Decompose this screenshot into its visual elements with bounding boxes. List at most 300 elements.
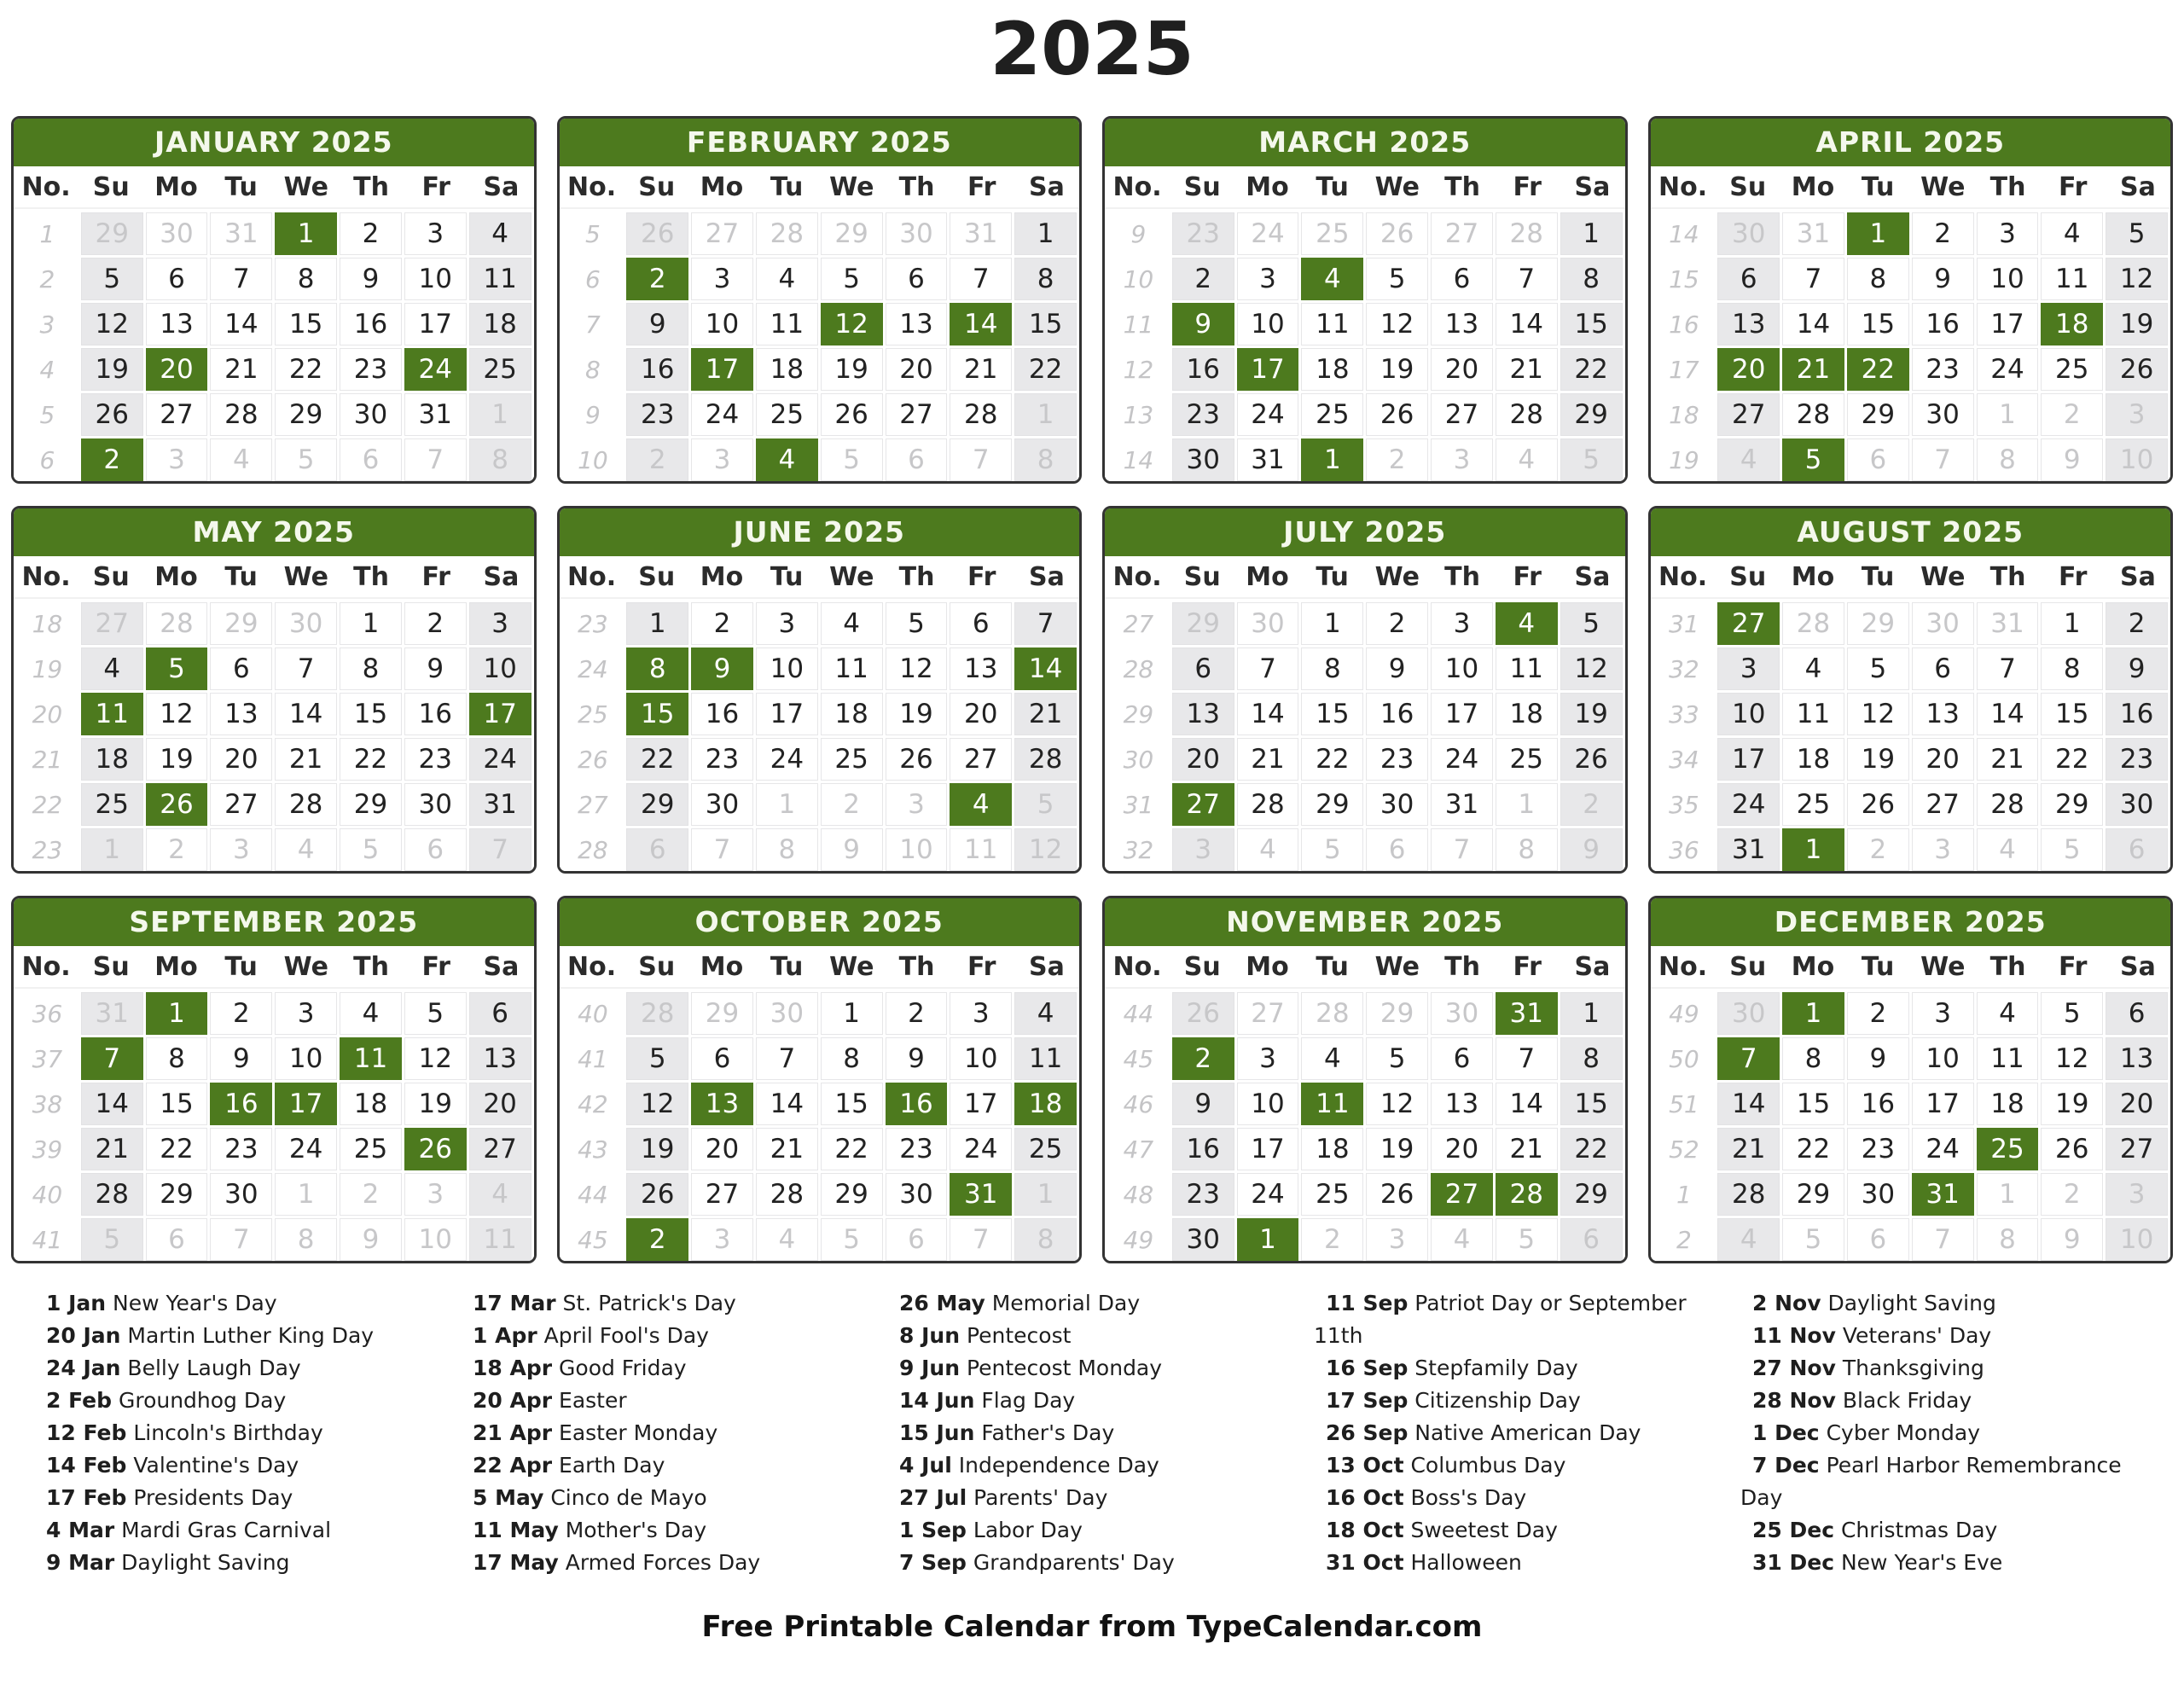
week-number-cell: 20: [16, 693, 78, 735]
day-cell: 9: [2106, 647, 2168, 690]
holiday-item: 27 Nov Thanksgiving: [1752, 1356, 1984, 1380]
day-cell: 3: [275, 992, 337, 1035]
weekday-header-cell: We: [283, 561, 329, 592]
weekday-header-cell: Tu: [1861, 561, 1895, 592]
day-cell: 30: [1366, 783, 1428, 826]
holiday-column: [1314, 1287, 1723, 1579]
day-cell: 5: [1014, 783, 1077, 826]
day-cell: 16: [1912, 303, 1974, 346]
month-card: [557, 116, 1083, 484]
holiday-day-cell: 20: [146, 348, 208, 391]
day-cell: 13: [1172, 693, 1234, 735]
day-cell: 9: [340, 258, 402, 300]
week-number-cell: 52: [1653, 1128, 1716, 1170]
holiday-day-cell: 4: [756, 438, 818, 481]
holiday-item: 2 Nov Daylight Saving: [1752, 1291, 1996, 1315]
holiday-day-cell: 1: [1301, 438, 1363, 481]
day-cell: 10: [886, 828, 948, 871]
holiday-day-cell: 26: [146, 783, 208, 826]
day-cell: 3: [404, 1173, 467, 1216]
day-cell: 2: [1366, 602, 1428, 645]
day-cell: 15: [2041, 693, 2103, 735]
week-number-cell: 6: [16, 438, 78, 481]
week-number-cell: 3: [16, 303, 78, 346]
day-cell: 3: [1431, 438, 1493, 481]
day-cell: 21: [1717, 1128, 1780, 1170]
holiday-day-cell: 17: [275, 1083, 337, 1125]
month-title: JULY 2025: [1105, 508, 1625, 556]
holiday-date: 17 Sep: [1326, 1388, 1409, 1413]
month-days-grid: [14, 597, 534, 874]
day-cell: 12: [886, 647, 948, 690]
holiday-day-cell: 16: [210, 1083, 272, 1125]
weekday-header-row: [1651, 556, 2171, 597]
day-cell: 25: [340, 1128, 402, 1170]
day-cell: 7: [950, 438, 1012, 481]
day-cell: 27: [1237, 992, 1299, 1035]
holiday-date: 1 Sep: [899, 1518, 967, 1542]
holiday-item: 4 Mar Mardi Gras Carnival: [46, 1518, 332, 1542]
weekday-header-cell: Th: [1444, 561, 1480, 592]
day-cell: 8: [756, 828, 818, 871]
day-cell: 20: [1431, 348, 1493, 391]
day-cell: 23: [2106, 738, 2168, 781]
holiday-date: 22 Apr: [473, 1453, 553, 1478]
holiday-item: 17 May Armed Forces Day: [473, 1550, 761, 1575]
weekday-header-row: [560, 166, 1080, 207]
holiday-date: 15 Jun: [899, 1420, 975, 1445]
day-cell: 23: [886, 1128, 948, 1170]
day-cell: 27: [691, 1173, 753, 1216]
day-cell: 20: [2106, 1083, 2168, 1125]
day-cell: 30: [1717, 212, 1780, 255]
day-cell: 27: [146, 393, 208, 436]
week-number-cell: 17: [1653, 348, 1716, 391]
holiday-item: 8 Jun Pentecost: [899, 1323, 1072, 1348]
week-number-cell: 4: [16, 348, 78, 391]
day-cell: 26: [821, 393, 883, 436]
holiday-date: 18 Apr: [473, 1356, 553, 1380]
day-cell: 5: [1782, 1218, 1844, 1261]
day-cell: 25: [1301, 1173, 1363, 1216]
weekday-header-cell: Sa: [1028, 171, 1065, 202]
weekday-header-cell: Th: [353, 951, 389, 982]
day-cell: 4: [1014, 992, 1077, 1035]
weekday-header-cell: Sa: [2119, 951, 2156, 982]
holiday-item: 11 Nov Veterans' Day: [1752, 1323, 1992, 1348]
day-cell: 6: [2106, 992, 2168, 1035]
day-cell: 29: [275, 393, 337, 436]
day-cell: 5: [1847, 647, 1909, 690]
weekday-header-cell: Th: [353, 171, 389, 202]
day-cell: 29: [146, 1173, 208, 1216]
day-cell: 24: [1717, 783, 1780, 826]
day-cell: 24: [691, 393, 753, 436]
month-card: [11, 506, 537, 874]
weekday-header-cell: Sa: [1574, 171, 1611, 202]
day-cell: 30: [1431, 992, 1493, 1035]
holiday-day-cell: 20: [1717, 348, 1780, 391]
day-cell: 8: [1847, 258, 1909, 300]
weekday-header-cell: Fr: [421, 171, 450, 202]
week-number-cell: 18: [16, 602, 78, 645]
day-cell: 3: [210, 828, 272, 871]
week-number-cell: 49: [1107, 1218, 1170, 1261]
day-cell: 3: [2106, 393, 2168, 436]
weekday-header-cell: No.: [21, 951, 71, 982]
day-cell: 23: [1847, 1128, 1909, 1170]
holiday-day-cell: 5: [1782, 438, 1844, 481]
day-cell: 13: [1717, 303, 1780, 346]
day-cell: 27: [1431, 393, 1493, 436]
weekday-header-cell: No.: [567, 951, 617, 982]
day-cell: 1: [1977, 393, 2039, 436]
holiday-day-cell: 27: [1172, 783, 1234, 826]
day-cell: 31: [1977, 602, 2039, 645]
holiday-item: 20 Jan Martin Luther King Day: [46, 1323, 375, 1348]
day-cell: 5: [821, 258, 883, 300]
day-cell: 19: [886, 693, 948, 735]
weekday-header-cell: Fr: [421, 951, 450, 982]
day-cell: 1: [1496, 783, 1558, 826]
day-cell: 31: [1237, 438, 1299, 481]
week-number-cell: 36: [1653, 828, 1716, 871]
day-cell: 29: [1782, 1173, 1844, 1216]
day-cell: 11: [821, 647, 883, 690]
month-title: DECEMBER 2025: [1651, 898, 2171, 946]
week-number-cell: 14: [1653, 212, 1716, 255]
day-cell: 27: [81, 602, 143, 645]
day-cell: 13: [146, 303, 208, 346]
holiday-day-cell: 17: [1237, 348, 1299, 391]
holiday-item: 14 Feb Valentine's Day: [46, 1453, 299, 1478]
day-cell: 30: [404, 783, 467, 826]
month-card: [1102, 896, 1628, 1263]
week-number-cell: 48: [1107, 1173, 1170, 1216]
week-number-cell: 2: [16, 258, 78, 300]
day-cell: 9: [404, 647, 467, 690]
weekday-header-cell: Sa: [1574, 561, 1611, 592]
week-number-cell: 33: [1653, 693, 1716, 735]
holiday-date: 20 Jan: [46, 1323, 121, 1348]
day-cell: 7: [1912, 438, 1974, 481]
day-cell: 4: [81, 647, 143, 690]
day-cell: 10: [2106, 1218, 2168, 1261]
day-cell: 28: [626, 992, 688, 1035]
holiday-day-cell: 4: [950, 783, 1012, 826]
weekday-header-cell: Mo: [700, 951, 744, 982]
day-cell: 10: [1237, 303, 1299, 346]
day-cell: 3: [691, 1218, 753, 1261]
day-cell: 2: [146, 828, 208, 871]
day-cell: 8: [821, 1037, 883, 1080]
holiday-day-cell: 18: [2041, 303, 2103, 346]
day-cell: 28: [275, 783, 337, 826]
day-cell: 8: [1014, 1218, 1077, 1261]
holiday-day-cell: 26: [404, 1128, 467, 1170]
holiday-date: 11 May: [473, 1518, 559, 1542]
weekday-header-cell: Fr: [2059, 951, 2088, 982]
holiday-item: 18 Apr Good Friday: [473, 1356, 687, 1380]
weekday-header-cell: Su: [1729, 951, 1767, 982]
week-number-cell: 37: [16, 1037, 78, 1080]
week-number-cell: 10: [1107, 258, 1170, 300]
day-cell: 6: [886, 438, 948, 481]
day-cell: 26: [1847, 783, 1909, 826]
weekday-header-cell: Tu: [1861, 951, 1895, 982]
month-card: [1648, 896, 2174, 1263]
day-cell: 2: [1847, 992, 1909, 1035]
day-cell: 28: [146, 602, 208, 645]
week-number-cell: 23: [16, 828, 78, 871]
day-cell: 28: [1301, 992, 1363, 1035]
day-cell: 8: [1014, 438, 1077, 481]
day-cell: 11: [469, 258, 531, 300]
day-cell: 5: [2041, 828, 2103, 871]
month-days-grid: [1105, 207, 1625, 484]
month-card: [1102, 116, 1628, 484]
day-cell: 13: [2106, 1037, 2168, 1080]
weekday-header-cell: Mo: [700, 171, 744, 202]
holiday-day-cell: 2: [626, 258, 688, 300]
weekday-header-cell: Tu: [770, 171, 804, 202]
day-cell: 30: [146, 212, 208, 255]
day-cell: 5: [821, 438, 883, 481]
day-cell: 11: [756, 303, 818, 346]
week-number-cell: 25: [562, 693, 624, 735]
day-cell: 27: [950, 738, 1012, 781]
day-cell: 8: [340, 647, 402, 690]
day-cell: 25: [1014, 1128, 1077, 1170]
month-days-grid: [1651, 207, 2171, 484]
week-number-cell: 35: [1653, 783, 1716, 826]
day-cell: 29: [1560, 1173, 1623, 1216]
holiday-date: 27 Jul: [899, 1485, 967, 1510]
weekday-header-cell: Th: [898, 561, 935, 592]
day-cell: 5: [340, 828, 402, 871]
day-cell: 14: [275, 693, 337, 735]
day-cell: 19: [146, 738, 208, 781]
holiday-day-cell: 9: [691, 647, 753, 690]
day-cell: 5: [2041, 992, 2103, 1035]
day-cell: 1: [1301, 602, 1363, 645]
day-cell: 5: [1560, 438, 1623, 481]
weekday-header-cell: We: [1374, 561, 1420, 592]
holiday-date: 17 Feb: [46, 1485, 127, 1510]
weekday-header-cell: Su: [1183, 171, 1221, 202]
holiday-item: 16 Oct Boss's Day: [1326, 1485, 1527, 1510]
day-cell: 2: [404, 602, 467, 645]
day-cell: 11: [1977, 1037, 2039, 1080]
day-cell: 30: [275, 602, 337, 645]
holiday-date: 1 Apr: [473, 1323, 537, 1348]
weekday-header-row: [1105, 946, 1625, 987]
weekday-header-cell: Mo: [154, 171, 198, 202]
day-cell: 16: [626, 348, 688, 391]
holiday-item: 1 Dec Cyber Monday: [1752, 1420, 1981, 1445]
holiday-item: 11 May Mother's Day: [473, 1518, 707, 1542]
holiday-day-cell: 7: [81, 1037, 143, 1080]
month-title: MAY 2025: [14, 508, 534, 556]
day-cell: 31: [81, 992, 143, 1035]
day-cell: 24: [756, 738, 818, 781]
day-cell: 9: [886, 1037, 948, 1080]
day-cell: 3: [950, 992, 1012, 1035]
day-cell: 25: [1301, 393, 1363, 436]
day-cell: 10: [691, 303, 753, 346]
weekday-header-cell: Tu: [224, 561, 258, 592]
month-card: [11, 116, 537, 484]
weekday-header-cell: We: [829, 171, 874, 202]
day-cell: 28: [81, 1173, 143, 1216]
day-cell: 6: [146, 1218, 208, 1261]
day-cell: 14: [1496, 303, 1558, 346]
weekday-header-cell: No.: [21, 561, 71, 592]
day-cell: 29: [1301, 783, 1363, 826]
day-cell: 14: [210, 303, 272, 346]
page-title: 2025: [990, 7, 1194, 92]
holiday-item: 20 Apr Easter: [473, 1388, 627, 1413]
day-cell: 14: [1237, 693, 1299, 735]
weekday-header-cell: Th: [353, 561, 389, 592]
day-cell: 15: [1560, 1083, 1623, 1125]
day-cell: 8: [1560, 1037, 1623, 1080]
day-cell: 8: [1301, 647, 1363, 690]
day-cell: 30: [756, 992, 818, 1035]
weekday-header-cell: No.: [567, 171, 617, 202]
month-card: [557, 896, 1083, 1263]
day-cell: 6: [950, 602, 1012, 645]
day-cell: 7: [210, 1218, 272, 1261]
day-cell: 9: [821, 828, 883, 871]
day-cell: 5: [1496, 1218, 1558, 1261]
weekday-header-cell: Mo: [1791, 951, 1835, 982]
day-cell: 9: [626, 303, 688, 346]
holiday-column: [461, 1287, 870, 1579]
holiday-day-cell: 9: [1172, 303, 1234, 346]
holiday-day-cell: 13: [691, 1083, 753, 1125]
weekday-header-cell: Mo: [1791, 171, 1835, 202]
day-cell: 23: [340, 348, 402, 391]
day-cell: 8: [1496, 828, 1558, 871]
day-cell: 26: [2041, 1128, 2103, 1170]
weekday-header-cell: Su: [1729, 561, 1767, 592]
day-cell: 10: [756, 647, 818, 690]
weekday-header-cell: Tu: [770, 561, 804, 592]
day-cell: 13: [950, 647, 1012, 690]
day-cell: 6: [886, 1218, 948, 1261]
day-cell: 17: [1431, 693, 1493, 735]
week-number-cell: 28: [562, 828, 624, 871]
day-cell: 7: [1496, 258, 1558, 300]
week-number-cell: 7: [562, 303, 624, 346]
day-cell: 29: [1560, 393, 1623, 436]
day-cell: 6: [1431, 1037, 1493, 1080]
day-cell: 7: [1977, 647, 2039, 690]
weekday-header-cell: Sa: [2119, 171, 2156, 202]
day-cell: 26: [1560, 738, 1623, 781]
day-cell: 28: [1977, 783, 2039, 826]
day-cell: 13: [1431, 303, 1493, 346]
holiday-column: [1740, 1287, 2150, 1579]
day-cell: 20: [1431, 1128, 1493, 1170]
day-cell: 14: [1496, 1083, 1558, 1125]
weekday-header-cell: Mo: [1246, 951, 1289, 982]
weekday-header-cell: Th: [1989, 171, 2026, 202]
weekday-header-cell: Mo: [1791, 561, 1835, 592]
holiday-item: 13 Oct Columbus Day: [1326, 1453, 1566, 1478]
month-days-grid: [14, 987, 534, 1263]
day-cell: 4: [1717, 1218, 1780, 1261]
holiday-day-cell: 17: [691, 348, 753, 391]
holiday-day-cell: 31: [950, 1173, 1012, 1216]
day-cell: 22: [1014, 348, 1077, 391]
weekday-header-cell: Fr: [2059, 561, 2088, 592]
day-cell: 30: [1237, 602, 1299, 645]
weekday-header-cell: Fr: [421, 561, 450, 592]
month-card: [1102, 506, 1628, 874]
day-cell: 7: [756, 1037, 818, 1080]
week-number-cell: 26: [562, 738, 624, 781]
holiday-column: [887, 1287, 1297, 1579]
holiday-item: 26 Sep Native American Day: [1326, 1420, 1641, 1445]
day-cell: 7: [275, 647, 337, 690]
day-cell: 31: [404, 393, 467, 436]
day-cell: 6: [469, 992, 531, 1035]
holiday-item: 15 Jun Father's Day: [899, 1420, 1115, 1445]
day-cell: 9: [1560, 828, 1623, 871]
weekday-header-cell: Mo: [700, 561, 744, 592]
day-cell: 24: [1431, 738, 1493, 781]
holiday-date: 9 Jun: [899, 1356, 960, 1380]
day-cell: 25: [821, 738, 883, 781]
weekday-header-cell: Th: [1989, 951, 2026, 982]
month-title: FEBRUARY 2025: [560, 119, 1080, 166]
day-cell: 7: [1496, 1037, 1558, 1080]
day-cell: 2: [340, 1173, 402, 1216]
day-cell: 2: [2041, 1173, 2103, 1216]
month-title: OCTOBER 2025: [560, 898, 1080, 946]
holiday-date: 26 May: [899, 1291, 985, 1315]
day-cell: 2: [1172, 258, 1234, 300]
holiday-date: 26 Sep: [1326, 1420, 1409, 1445]
holidays-list: [0, 1287, 2184, 1579]
day-cell: 22: [626, 738, 688, 781]
day-cell: 31: [1717, 828, 1780, 871]
month-card: [1648, 116, 2174, 484]
day-cell: 29: [340, 783, 402, 826]
day-cell: 23: [1172, 212, 1234, 255]
day-cell: 26: [626, 212, 688, 255]
holiday-day-cell: 2: [81, 438, 143, 481]
weekday-header-cell: Fr: [967, 561, 996, 592]
day-cell: 12: [1847, 693, 1909, 735]
day-cell: 28: [1237, 783, 1299, 826]
day-cell: 18: [756, 348, 818, 391]
day-cell: 20: [1172, 738, 1234, 781]
day-cell: 16: [1172, 1128, 1234, 1170]
day-cell: 27: [886, 393, 948, 436]
day-cell: 23: [210, 1128, 272, 1170]
holiday-date: 11 Sep: [1326, 1291, 1409, 1315]
day-cell: 30: [1847, 1173, 1909, 1216]
day-cell: 24: [1237, 393, 1299, 436]
weekday-header-row: [1105, 556, 1625, 597]
day-cell: 2: [821, 783, 883, 826]
day-cell: 1: [275, 1173, 337, 1216]
day-cell: 30: [1912, 602, 1974, 645]
holiday-item: 26 May Memorial Day: [899, 1291, 1141, 1315]
